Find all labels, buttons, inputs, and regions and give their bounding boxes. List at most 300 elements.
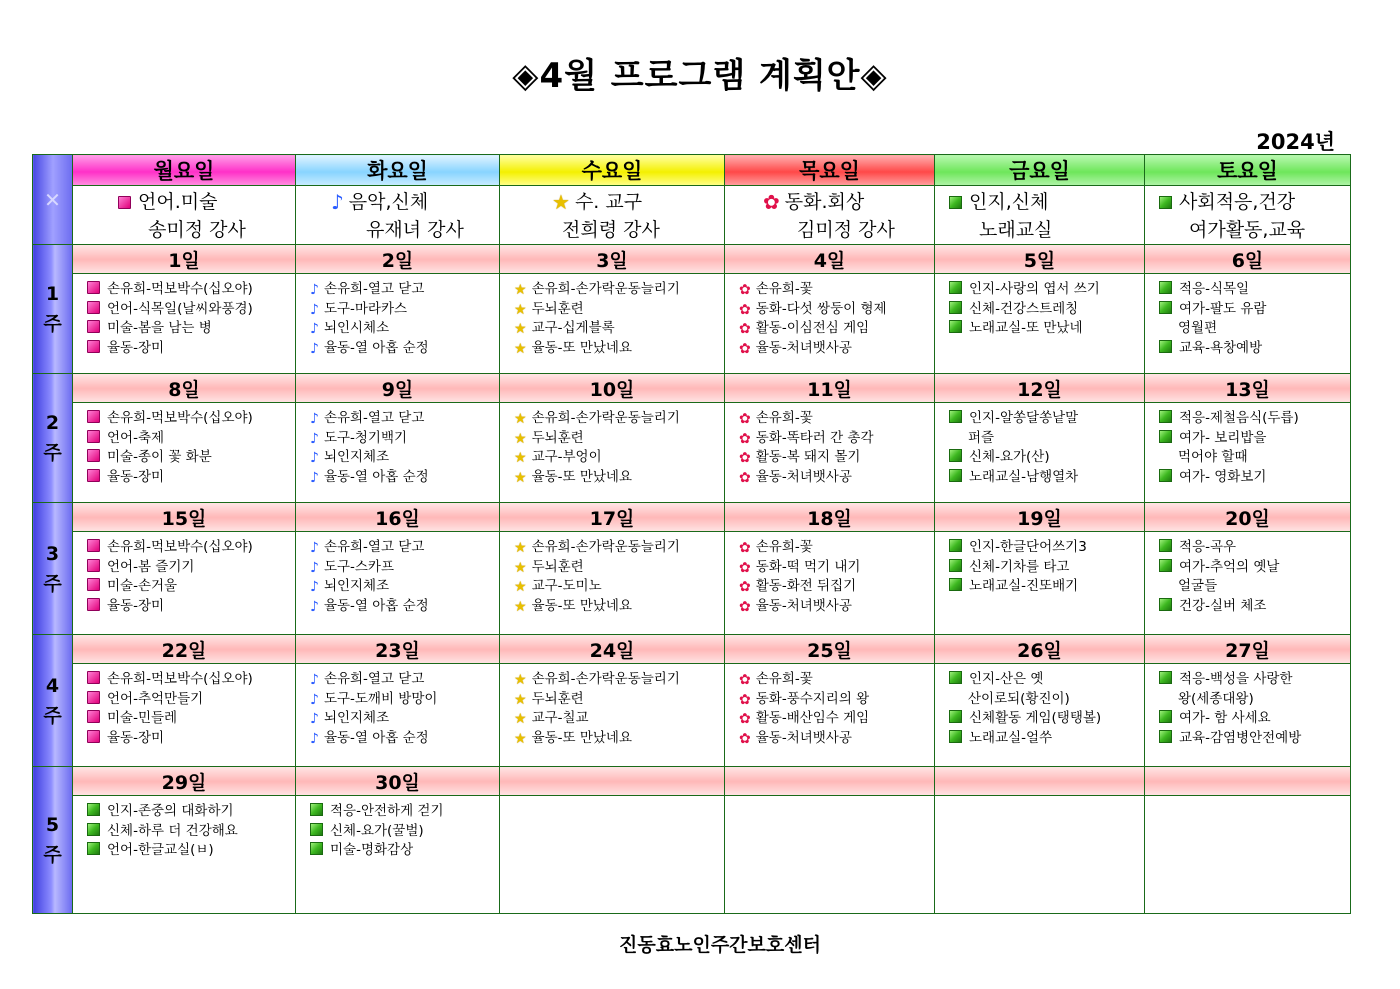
activity-item: 언어-한글교실(ㅂ) — [107, 842, 214, 858]
star-icon: ★ — [514, 730, 527, 747]
day-header-fri: 금요일 — [935, 155, 1145, 186]
activity-item: 율동-또 만났네요 — [531, 468, 633, 485]
activity-cell — [73, 664, 296, 767]
year-label: 2024년 — [1256, 130, 1335, 154]
activity-item: 도구-마라카스 — [323, 300, 408, 317]
star-icon: ★ — [514, 301, 527, 318]
green-cube-icon — [949, 301, 962, 314]
activity-item: 신체-요가(산) — [969, 449, 1050, 465]
activity-item: 뇌인지체조 — [323, 578, 390, 594]
star-icon: ★ — [514, 430, 527, 447]
date-cell: 27일 — [1145, 635, 1351, 664]
date-cell: 24일 — [500, 635, 725, 664]
page-title: ◈4월 프로그램 계획안◈ — [512, 56, 888, 96]
green-cube-icon — [1159, 730, 1172, 743]
green-cube-icon — [87, 803, 100, 816]
activity-item: 언어-추억만들기 — [107, 690, 204, 707]
pink-square-icon — [87, 469, 100, 482]
week-label — [33, 503, 73, 635]
activity-item: 율동-또 만났네요 — [531, 597, 633, 614]
pink-square-icon — [87, 598, 100, 611]
pink-square-icon — [87, 430, 100, 443]
date-cell: 10일 — [500, 374, 725, 403]
activity-item: 두뇌훈련 — [531, 558, 584, 575]
music-note-icon: ♪ — [310, 672, 319, 688]
subject-label: 음악,신체 — [348, 191, 429, 213]
activity-item: 율동-열 아홉 순정 — [323, 468, 429, 485]
activity-item: 노래교실-진또배기 — [969, 578, 1079, 594]
activity-item-continued: 영월편 — [1178, 320, 1218, 336]
activity-item: 건강-실버 체조 — [1179, 597, 1267, 614]
activity-item: 여가-추억의 옛날 — [1179, 558, 1280, 575]
pink-square-icon — [87, 710, 100, 723]
activity-item: 손유희-꽃 — [755, 281, 813, 297]
green-cube-icon — [949, 539, 962, 552]
activity-item: 율동-처녀뱃사공 — [755, 597, 852, 614]
activity-item: 두뇌훈련 — [531, 429, 584, 446]
week-label-part: 4 — [45, 674, 60, 697]
music-note-icon: ♪ — [310, 469, 319, 486]
date-cell: 25일 — [725, 635, 935, 664]
flower-icon: ✿ — [739, 411, 751, 427]
flower-icon: ✿ — [739, 540, 751, 556]
date-cell — [935, 767, 1145, 796]
activity-item: 신체-건강스트레칭 — [969, 300, 1079, 317]
activity-item: 언어-식목일(날씨와풍경) — [107, 300, 253, 317]
teacher-label: 김미정 강사 — [797, 219, 895, 241]
green-cube-icon — [1159, 559, 1172, 572]
activity-item: 여가- 영화보기 — [1179, 468, 1267, 485]
activity-item: 인지-사랑의 엽서 쓰기 — [969, 281, 1100, 297]
activity-cell — [935, 403, 1145, 503]
week-label — [33, 374, 73, 503]
week-label-part: 2 — [45, 412, 60, 434]
pink-square-icon — [87, 281, 100, 294]
pink-square-icon — [87, 559, 100, 572]
activity-item: 율동-장미 — [107, 468, 165, 485]
flower-icon: ✿ — [739, 301, 751, 318]
teacher-label: 여가활동,교육 — [1189, 219, 1306, 241]
activity-item: 미술-민들레 — [107, 710, 178, 726]
activity-item: 손유희-먹보박수(십오야) — [107, 410, 253, 426]
green-cube-icon — [87, 842, 100, 855]
star-icon: ★ — [514, 672, 527, 688]
activity-item: 손유희-열고 닫고 — [323, 539, 425, 555]
week-label-part: 주 — [43, 442, 62, 464]
date-cell: 26일 — [935, 635, 1145, 664]
activity-item: 동화-떡 먹기 내기 — [755, 558, 861, 575]
date-cell — [725, 767, 935, 796]
subject-cell — [935, 186, 1145, 245]
activity-cell — [296, 664, 500, 767]
music-note-icon: ♪ — [310, 559, 319, 576]
green-cube-icon — [310, 842, 323, 855]
activity-cell — [935, 532, 1145, 635]
star-icon: ★ — [514, 691, 527, 708]
activity-item: 언어-봄 즐기기 — [107, 558, 195, 575]
week-label — [33, 635, 73, 767]
activity-item: 교육-감염병안전예방 — [1179, 729, 1302, 746]
activity-item: 언어-축제 — [107, 429, 165, 446]
activity-item: 뇌인지체조 — [323, 710, 390, 726]
star-icon: ★ — [514, 540, 527, 556]
activity-cell — [73, 532, 296, 635]
music-note-icon: ♪ — [310, 711, 319, 727]
activity-item: 율동-열 아홉 순정 — [323, 339, 429, 356]
green-cube-icon — [949, 559, 962, 572]
green-cube-icon — [949, 469, 962, 482]
date-cell: 16일 — [296, 503, 500, 532]
activity-item: 교육-욕창예방 — [1179, 339, 1263, 356]
activity-item: 노래교실-또 만났네 — [969, 320, 1083, 336]
activity-item: 손유희-열고 닫고 — [323, 281, 425, 297]
activity-cell — [1145, 796, 1351, 914]
date-cell: 2일 — [296, 245, 500, 274]
activity-item: 손유희-먹보박수(십오야) — [107, 281, 253, 297]
activity-item: 율동-처녀뱃사공 — [755, 468, 852, 485]
activity-item: 노래교실-남행열차 — [969, 468, 1079, 485]
star-icon: ★ — [514, 598, 527, 615]
activity-cell — [73, 274, 296, 374]
activity-item: 미술-손거울 — [107, 578, 178, 594]
teacher-label: 유재녀 강사 — [366, 219, 464, 241]
green-cube-icon — [1159, 281, 1172, 294]
pink-square-icon — [87, 410, 100, 423]
subject-cell — [500, 186, 725, 245]
date-cell: 1일 — [73, 245, 296, 274]
flower-icon: ✿ — [739, 672, 751, 688]
week-label-part: 5 — [45, 814, 60, 836]
activity-cell — [73, 403, 296, 503]
activity-item: 율동-장미 — [107, 339, 165, 356]
activity-cell — [500, 403, 725, 503]
star-icon: ★ — [514, 711, 527, 727]
green-cube-icon — [310, 803, 323, 816]
activity-cell — [500, 664, 725, 767]
activity-item: 신체-요가(꿀벌) — [330, 822, 424, 839]
date-cell: 18일 — [725, 503, 935, 532]
flower-icon: ✿ — [739, 711, 751, 727]
activity-item: 율동-장미 — [107, 597, 165, 614]
music-note-icon: ♪ — [310, 340, 319, 357]
green-cube-icon — [1159, 671, 1172, 684]
music-note-icon: ♪ — [310, 301, 319, 318]
day-header-sat: 토요일 — [1145, 155, 1351, 186]
music-note-icon: ♪ — [310, 321, 319, 337]
green-cube-icon — [949, 281, 962, 294]
pink-square-icon — [87, 691, 100, 704]
green-cube-icon — [1159, 539, 1172, 552]
activity-cell — [725, 274, 935, 374]
star-icon: ★ — [514, 579, 527, 595]
week-label-part: 주 — [43, 844, 62, 866]
day-header-tue: 화요일 — [296, 155, 500, 186]
green-cube-icon — [1159, 710, 1172, 723]
music-note-icon: ♪ — [310, 730, 319, 747]
flower-icon: ✿ — [739, 730, 751, 747]
activity-item: 적응-제철음식(두릅) — [1179, 410, 1299, 426]
activity-item: 율동-처녀뱃사공 — [755, 339, 852, 356]
subject-cell — [725, 186, 935, 245]
activity-item: 손유희-손가락운동늘리기 — [531, 539, 680, 555]
activity-item: 도구-도깨비 방망이 — [323, 690, 438, 707]
day-header-wed: 수요일 — [500, 155, 725, 186]
green-cube-icon — [949, 320, 962, 333]
activity-item: 미술-종이 꽃 화분 — [107, 449, 212, 465]
activity-item: 적응-식목일 — [1179, 281, 1250, 297]
date-cell: 6일 — [1145, 245, 1351, 274]
activity-cell — [935, 274, 1145, 374]
date-cell: 17일 — [500, 503, 725, 532]
activity-cell — [935, 664, 1145, 767]
star-icon: ★ — [514, 282, 527, 298]
activity-item: 율동-열 아홉 순정 — [323, 597, 429, 614]
green-cube-icon — [87, 823, 100, 836]
activity-cell — [500, 532, 725, 635]
activity-cell — [725, 532, 935, 635]
activity-item: 활동-배산임수 게임 — [755, 710, 870, 726]
pink-square-icon — [87, 340, 100, 353]
flower-icon: ✿ — [739, 321, 751, 337]
green-cube-icon — [1159, 430, 1172, 443]
music-note-icon: ♪ — [310, 540, 319, 556]
activity-item: 율동-처녀뱃사공 — [755, 729, 852, 746]
green-cube-icon — [1159, 598, 1172, 611]
subject-cell — [1145, 186, 1351, 245]
activity-item-continued: 퍼즐 — [968, 429, 995, 446]
activity-cell — [725, 403, 935, 503]
teacher-label: 노래교실 — [979, 219, 1053, 241]
subject-label: 사회적응,건강 — [1179, 191, 1296, 213]
week-label-part: 3 — [45, 542, 60, 565]
center-name: 진동효노인주간보호센터 — [619, 934, 821, 956]
flower-icon: ✿ — [739, 450, 751, 466]
teacher-label: 송미정 강사 — [148, 219, 246, 241]
activity-item: 두뇌훈련 — [531, 300, 584, 317]
music-note-icon: ♪ — [310, 691, 319, 708]
activity-item: 활동-이심전심 게임 — [755, 320, 870, 336]
activity-item: 손유희-꽃 — [755, 539, 813, 555]
activity-cell — [1145, 532, 1351, 635]
activity-item: 손유희-먹보박수(십오야) — [107, 671, 253, 687]
flower-icon: ✿ — [739, 598, 751, 615]
activity-item: 교구-도미노 — [531, 578, 602, 594]
flower-icon: ✿ — [739, 579, 751, 595]
activity-item: 손유희-열고 닫고 — [323, 671, 425, 687]
activity-item-continued: 산이로되(황진이) — [968, 690, 1070, 707]
activity-item: 미술-명화감상 — [330, 842, 414, 858]
activity-item: 손유희-손가락운동늘리기 — [531, 410, 680, 426]
activity-item: 적응-안전하게 걷기 — [330, 803, 444, 819]
activity-item-continued: 먹어야 할때 — [1178, 449, 1248, 465]
date-cell: 4일 — [725, 245, 935, 274]
pink-square-icon — [87, 539, 100, 552]
activity-item: 적응-백성을 사랑한 — [1179, 671, 1293, 687]
activity-item: 교구-부엉이 — [531, 449, 602, 465]
activity-item: 활동-복 돼지 몰기 — [755, 449, 861, 465]
activity-item: 인지-산은 옛 — [969, 671, 1044, 687]
green-cube-icon — [949, 578, 962, 591]
activity-cell — [296, 796, 500, 914]
activity-item: 신체-기차를 타고 — [969, 558, 1070, 575]
green-cube-icon — [949, 449, 962, 462]
music-note-icon: ♪ — [310, 579, 319, 595]
subject-label: 언어.미술 — [138, 191, 218, 213]
date-cell — [500, 767, 725, 796]
teacher-label: 전희령 강사 — [562, 219, 660, 241]
green-cube-icon — [949, 730, 962, 743]
flower-icon: ✿ — [739, 282, 751, 298]
week-label — [33, 245, 73, 374]
activity-item: 신체활동 게임(탱탱볼) — [969, 710, 1102, 726]
activity-item: 손유희-열고 닫고 — [323, 410, 425, 426]
flower-icon: ✿ — [739, 469, 751, 486]
activity-cell — [1145, 403, 1351, 503]
date-cell: 15일 — [73, 503, 296, 532]
activity-item: 율동-또 만났네요 — [531, 729, 633, 746]
date-cell: 9일 — [296, 374, 500, 403]
corner-cell: ✕ — [33, 155, 73, 245]
music-note-icon: ♪ — [331, 190, 344, 214]
activity-item: 여가- 함 사세요 — [1179, 710, 1271, 726]
date-cell: 5일 — [935, 245, 1145, 274]
activity-cell — [296, 403, 500, 503]
flower-icon: ✿ — [739, 340, 751, 357]
flower-icon: ✿ — [739, 691, 751, 708]
activity-item: 인지-알쏭달쏭낱말 — [969, 410, 1079, 426]
subject-label: 수. 교구 — [574, 191, 643, 213]
pink-square-icon — [87, 730, 100, 743]
pink-square-icon — [87, 449, 100, 462]
date-cell: 19일 — [935, 503, 1145, 532]
activity-item: 교구-십게블록 — [531, 320, 615, 336]
green-cube-icon — [1159, 410, 1172, 423]
subject-cell — [296, 186, 500, 245]
star-icon: ★ — [514, 469, 527, 486]
date-cell: 11일 — [725, 374, 935, 403]
pink-square-icon — [87, 578, 100, 591]
pink-square-icon — [87, 320, 100, 333]
activity-item: 도구-청기백기 — [323, 429, 408, 446]
activity-item: 인지-존중의 대화하기 — [107, 803, 234, 819]
week-label — [33, 767, 73, 914]
date-cell: 30일 — [296, 767, 500, 796]
activity-item: 인지-한글단어쓰기3 — [969, 539, 1087, 555]
flower-icon: ✿ — [739, 430, 751, 447]
activity-item: 도구-스카프 — [323, 558, 395, 575]
green-cube-icon — [1159, 340, 1172, 353]
pink-square-icon — [118, 196, 131, 209]
activity-item: 뇌인지체조 — [323, 449, 390, 465]
flower-icon: ✿ — [763, 190, 780, 214]
activity-cell — [1145, 274, 1351, 374]
activity-item-continued: 왕(세종대왕) — [1178, 690, 1254, 707]
green-cube-icon — [949, 196, 962, 209]
activity-item: 손유희-손가락운동늘리기 — [531, 671, 680, 687]
activity-item: 활동-화전 뒤집기 — [755, 578, 857, 594]
activity-item: 율동-장미 — [107, 729, 165, 746]
activity-item: 동화-똑타러 간 총각 — [755, 429, 874, 446]
activity-item: 적응-곡우 — [1179, 539, 1237, 555]
music-note-icon: ♪ — [310, 450, 319, 466]
activity-cell — [296, 274, 500, 374]
activity-item: 율동-열 아홉 순정 — [323, 729, 429, 746]
activity-cell — [725, 664, 935, 767]
activity-item: 손유희-꽃 — [755, 410, 813, 426]
program-calendar — [32, 154, 1351, 914]
date-cell: 23일 — [296, 635, 500, 664]
activity-cell — [73, 796, 296, 914]
green-cube-icon — [1159, 301, 1172, 314]
date-cell: 20일 — [1145, 503, 1351, 532]
date-cell: 12일 — [935, 374, 1145, 403]
green-cube-icon — [310, 823, 323, 836]
activity-item: 손유희-먹보박수(십오야) — [107, 539, 253, 555]
activity-item-continued: 얼굴들 — [1178, 578, 1218, 594]
day-header-thu: 목요일 — [725, 155, 935, 186]
star-icon: ★ — [514, 321, 527, 337]
activity-cell — [935, 796, 1145, 914]
subject-cell — [73, 186, 296, 245]
date-cell: 3일 — [500, 245, 725, 274]
week-label-part: 주 — [43, 704, 62, 727]
star-icon: ★ — [552, 190, 570, 214]
date-cell: 13일 — [1145, 374, 1351, 403]
week-label-part: 주 — [43, 572, 62, 595]
activity-item: 미술-봄을 남는 병 — [107, 320, 212, 336]
activity-item: 뇌인시체소 — [323, 320, 390, 336]
green-cube-icon — [949, 671, 962, 684]
activity-item: 동화-풍수지리의 왕 — [755, 690, 870, 707]
music-note-icon: ♪ — [310, 430, 319, 447]
green-cube-icon — [1159, 196, 1172, 209]
activity-item: 손유희-손가락운동늘리기 — [531, 281, 680, 297]
green-cube-icon — [949, 410, 962, 423]
activity-item: 노래교실-얼쑤 — [969, 729, 1053, 746]
activity-cell — [500, 274, 725, 374]
activity-item: 동화-다섯 쌍둥이 형제 — [755, 300, 887, 317]
music-note-icon: ♪ — [310, 282, 319, 298]
green-cube-icon — [1159, 469, 1172, 482]
activity-item: 신체-하루 더 건강해요 — [107, 822, 238, 839]
date-cell: 8일 — [73, 374, 296, 403]
activity-cell — [500, 796, 725, 914]
activity-cell — [725, 796, 935, 914]
flower-icon: ✿ — [739, 559, 751, 576]
date-cell — [1145, 767, 1351, 796]
activity-cell — [1145, 664, 1351, 767]
activity-item: 여가-팔도 유람 — [1179, 300, 1267, 317]
day-header-mon: 월요일 — [73, 155, 296, 186]
activity-item: 두뇌훈련 — [531, 690, 584, 707]
star-icon: ★ — [514, 559, 527, 576]
activity-item: 손유희-꽃 — [755, 671, 813, 687]
activity-cell — [296, 532, 500, 635]
date-cell: 22일 — [73, 635, 296, 664]
music-note-icon: ♪ — [310, 411, 319, 427]
activity-item: 여가- 보리밥을 — [1179, 429, 1267, 446]
activity-item: 율동-또 만났네요 — [531, 339, 633, 356]
date-cell: 29일 — [73, 767, 296, 796]
week-label-part: 1 — [45, 283, 60, 305]
pink-square-icon — [87, 671, 100, 684]
subject-label: 인지,신체 — [969, 191, 1049, 213]
star-icon: ★ — [514, 450, 527, 466]
week-label-part: 주 — [43, 313, 62, 335]
star-icon: ★ — [514, 411, 527, 427]
activity-item: 교구-칠교 — [531, 710, 589, 726]
pink-square-icon — [87, 301, 100, 314]
